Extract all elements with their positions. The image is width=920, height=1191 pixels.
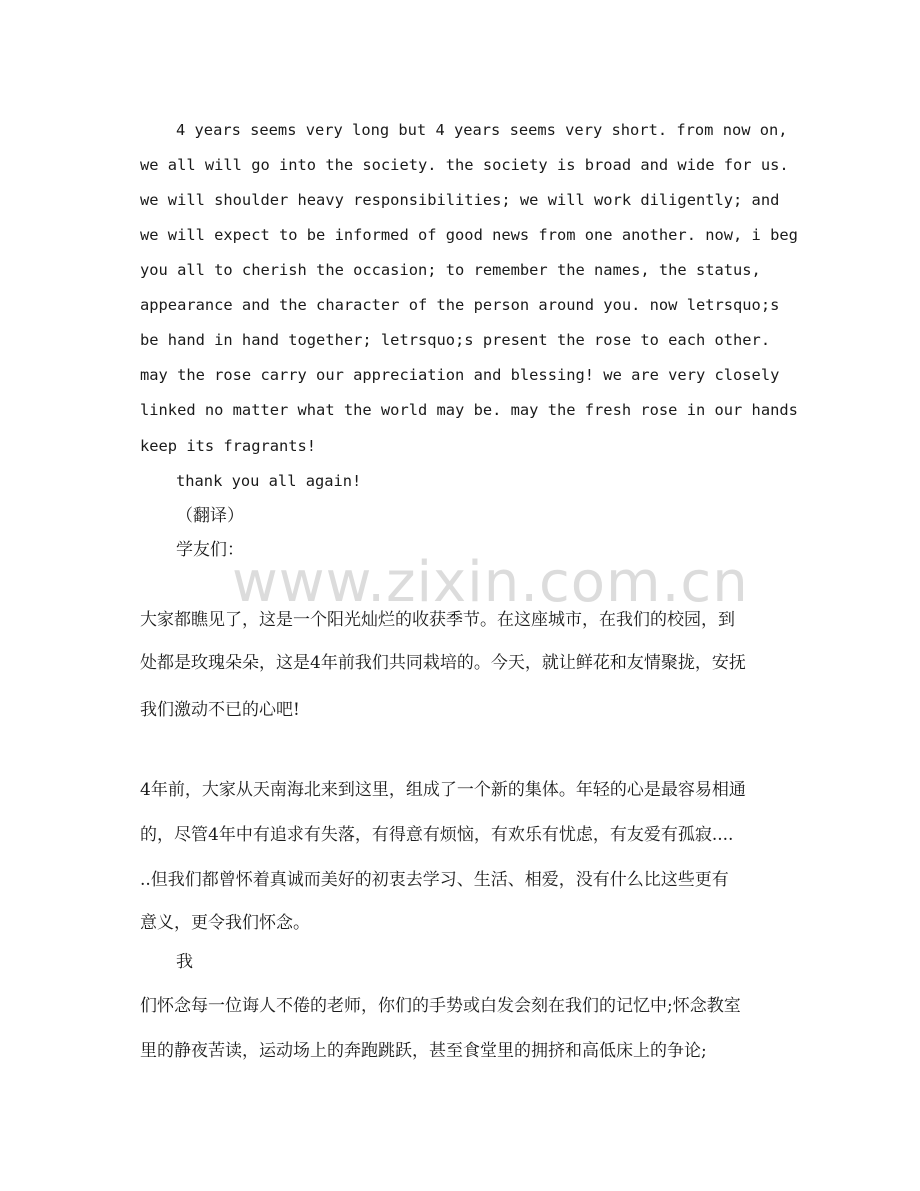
paragraph-line: 们怀念每一位诲人不倦的老师，你们的手势或白发会刻在我们的记忆中;怀念教室 — [140, 996, 741, 1016]
watermark: www.zixin.com.cn — [232, 550, 749, 615]
paragraph-line: 我们激动不已的心吧! — [140, 700, 300, 720]
english-line: you all to cherish the occasion; to remember the names, the status, — [140, 261, 761, 279]
paragraph-line: 的，尽管4年中有追求有失落，有得意有烦恼，有欢乐有忧虑，有友爱有孤寂.... — [140, 825, 734, 845]
english-line: 4 years seems very long but 4 years seems very short. from now on, — [176, 121, 788, 139]
english-line: keep its fragrants! — [140, 437, 317, 455]
paragraph-line: 4年前，大家从天南海北来到这里，组成了一个新的集体。年轻的心是最容易相通 — [140, 780, 746, 800]
english-line: we will expect to be informed of good news from one another. now, i beg — [140, 226, 798, 244]
english-line: we will shoulder heavy responsibilities; we will work diligently; and — [140, 191, 780, 209]
translation-label: （翻译） — [176, 506, 244, 526]
paragraph-start: 我 — [176, 952, 193, 972]
paragraph-line: 大家都瞧见了，这是一个阳光灿烂的收获季节。在这座城市，在我们的校园，到 — [140, 610, 735, 630]
english-line: be hand in hand together; letrsquo;s present the rose to each other. — [140, 331, 771, 349]
paragraph-line: ..但我们都曾怀着真诚而美好的初衷去学习、生活、相爱，没有什么比这些更有 — [140, 870, 729, 890]
paragraph-line: 里的静夜苦读，运动场上的奔跑跳跃，甚至食堂里的拥挤和高低床上的争论; — [140, 1041, 707, 1061]
english-line: we all will go into the society. the society is broad and wide for us. — [140, 156, 789, 174]
paragraph-line: 处都是玫瑰朵朵，这是4年前我们共同栽培的。今天，就让鲜花和友情聚拢，安抚 — [140, 653, 746, 673]
english-line: linked no matter what the world may be. may the fresh rose in our hands — [140, 401, 798, 419]
greeting: 学友们： — [176, 540, 244, 560]
english-closing: thank you all again! — [176, 472, 362, 490]
paragraph-line: 意义，更令我们怀念。 — [140, 913, 310, 933]
english-line: may the rose carry our appreciation and blessing! we are very closely — [140, 366, 780, 384]
english-line: appearance and the character of the person around you. now letrsquo;s — [140, 296, 780, 314]
